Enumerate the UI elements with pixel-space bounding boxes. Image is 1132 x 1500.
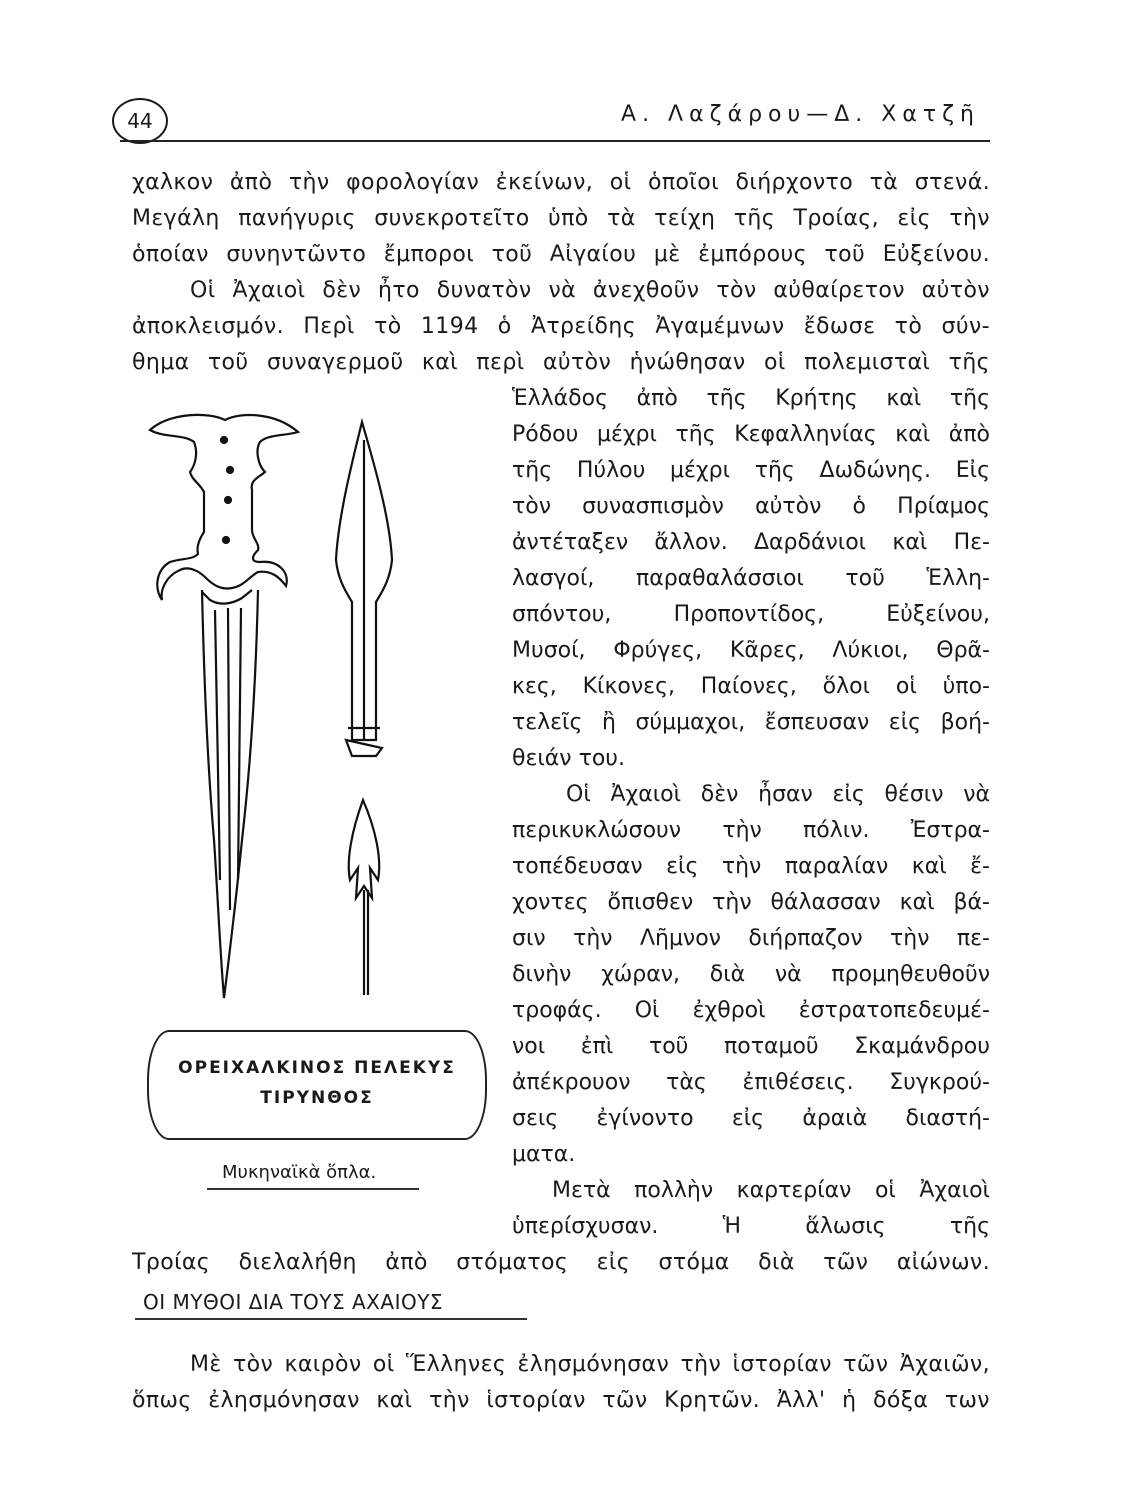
body-line: περικυκλώσουν τὴν πόλιν. Ἐστρα- xyxy=(512,818,990,843)
axe-label xyxy=(147,1030,487,1140)
body-line: Μεγάλη πανήγυρις συνεκροτεῖτο ὑπὸ τὰ τείχη τῆς Τροίας, εἰς τὴν xyxy=(132,206,990,231)
body-line: Μετὰ πολλὴν καρτερίαν οἱ Ἀχαιοὶ xyxy=(552,1178,990,1203)
axe-label-line2: ΤΙΡΥΝΘΟΣ xyxy=(260,1088,374,1108)
body-line: σιν τὴν Λῆμνον διήρπαζον τὴν πε- xyxy=(512,926,990,951)
body-line: νοι ἐπὶ τοῦ ποταμοῦ Σκαμάνδρου xyxy=(512,1034,990,1059)
body-line: ὑπερίσχυσαν. Ἡ ἅλωσις τῆς xyxy=(512,1214,990,1239)
body-line: τοπέδευσαν εἰς τὴν παραλίαν καὶ ἔ- xyxy=(512,854,990,879)
body-line: θημα τοῦ συναγερμοῦ καὶ περὶ αὐτὸν ἡνώθησαν οἱ πολεμισταὶ τῆς xyxy=(132,350,990,375)
body-line: ὅπως ἐλησμόνησαν καὶ τὴν ἱστορίαν τῶν Κρητῶν. Ἀλλ' ἡ δόξα των xyxy=(132,1388,990,1413)
body-line: τελεῖς ἢ σύμμαχοι, ἔσπευσαν εἰς βοή- xyxy=(512,710,990,735)
weapons-illustration xyxy=(140,410,500,1010)
body-line: Ἑλλάδος ἀπὸ τῆς Κρήτης καὶ τῆς xyxy=(512,386,990,411)
body-line: ἀντέταξεν ἄλλον. Δαρδάνιοι καὶ Πε- xyxy=(512,530,990,555)
page-number: 44 xyxy=(112,98,168,144)
body-line: Τροίας διελαλήθη ἀπὸ στόματος εἰς στόμα διὰ τῶν αἰώνων. xyxy=(132,1250,990,1275)
body-line: χαλκον ἀπὸ τὴν φορολογίαν ἐκείνων, οἱ ὁποῖοι διήρχοντο τὰ στενά. xyxy=(132,170,990,195)
body-line: τὸν συνασπισμὸν αὐτὸν ὁ Πρίαμος xyxy=(512,494,990,519)
section-rule xyxy=(135,1318,527,1320)
body-line: κες, Κίκονες, Παίονες, ὅλοι οἱ ὑπο- xyxy=(512,674,990,699)
caption-rule xyxy=(207,1188,419,1190)
body-line: ὁποίαν συνηντῶντο ἔμποροι τοῦ Αἰγαίου μὲ ἐμπόρους τοῦ Εὐξείνου. xyxy=(132,242,990,267)
body-line: Μυσοί, Φρύγες, Κᾶρες, Λύκιοι, Θρᾶ- xyxy=(512,638,990,663)
running-title: Α. Λαζάρου—Δ. Χατζῆ xyxy=(621,102,980,127)
body-line: θειάν του. xyxy=(512,746,626,771)
body-line: Οἱ Ἀχαιοὶ δὲν ἦσαν εἰς θέσιν νὰ xyxy=(566,782,990,807)
body-line: σπόντου, Προποντίδος, Εὐξείνου, xyxy=(512,602,990,627)
body-line: Μὲ τὸν καιρὸν οἱ Ἕλληνες ἐλησμόνησαν τὴν ἱστορίαν τῶν Ἀχαιῶν, xyxy=(190,1352,990,1377)
body-line: ἀποκλεισμόν. Περὶ τὸ 1194 ὁ Ἀτρείδης Ἀγαμέμνων ἔδωσε τὸ σύν- xyxy=(132,314,990,339)
body-line: τῆς Πύλου μέχρι τῆς Δωδώνης. Εἰς xyxy=(512,458,990,483)
section-title: ΟΙ ΜΥΘΟΙ ΔΙΑ ΤΟΥΣ ΑΧΑΙΟΥΣ xyxy=(143,1290,444,1314)
arrowhead-drawing xyxy=(349,800,379,995)
figure-caption: Μυκηναϊκὰ ὅπλα. xyxy=(222,1162,377,1183)
body-line: τροφάς. Οἱ ἐχθροὶ ἐστρατοπεδευμέ- xyxy=(512,998,990,1023)
header-rule xyxy=(120,140,990,142)
body-line: δινὴν χώραν, διὰ νὰ προμηθευθοῦν xyxy=(512,962,990,987)
body-line: Ρόδου μέχρι τῆς Κεφαλληνίας καὶ ἀπὸ xyxy=(512,422,990,447)
body-line: Οἱ Ἀχαιοὶ δὲν ἦτο δυνατὸν νὰ ἀνεχθοῦν τὸν αὐθαίρετον αὐτὸν xyxy=(190,278,990,303)
sword-drawing xyxy=(150,415,298,998)
body-line: ἀπέκρουον τὰς ἐπιθέσεις. Συγκρού- xyxy=(512,1070,990,1095)
body-line: χοντες ὄπισθεν τὴν θάλασσαν καὶ βά- xyxy=(512,890,990,915)
spearhead-drawing xyxy=(336,422,392,756)
body-line: ματα. xyxy=(512,1142,576,1167)
body-line: λασγοί, παραθαλάσσιοι τοῦ Ἑλλη- xyxy=(512,566,990,591)
axe-label-line1: ΟΡΕΙΧΑΛΚΙΝΟΣ ΠΕΛΕΚΥΣ xyxy=(178,1058,456,1078)
body-line: σεις ἐγίνοντο εἰς ἀραιὰ διαστή- xyxy=(512,1106,990,1131)
